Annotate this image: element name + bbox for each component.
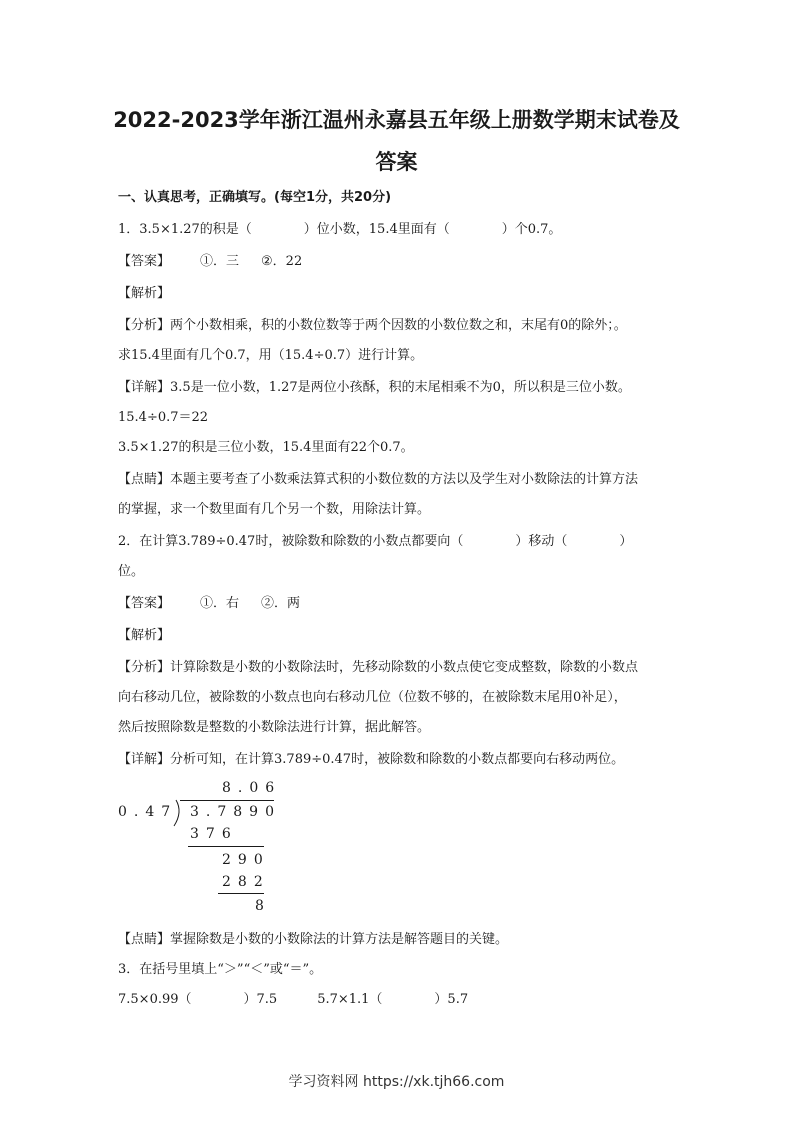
division-line-2 [218,893,264,894]
question-1-dianjing-2: 的掌握，求一个数里面有几个另一个数，用除法计算。 [118,502,431,517]
answer-2: ②．两 [261,596,301,611]
document-title-line-2: 答案 [375,150,418,174]
division-dividend: 3.7890 [190,804,281,820]
question-2-fenxi-3: 然后按照除数是整数的小数除法进行计算，据此解答。 [118,720,431,735]
division-step-2: 290 [222,852,270,868]
question-2-fenxi-2: 向右移动几位，被除数的小数点也向右移动几位（位数不够的，在被除数末尾用0补足）， [118,690,627,705]
fenxi-label: 【分析】 [118,660,171,675]
answer-label: 【答案】 [118,596,171,611]
dianjing-text: 本题主要考查了小数乘法算式积的小数位数的方法以及学生对小数除法的计算方法 [170,472,639,487]
document-title-line-1: 2022-2023学年浙江温州永嘉县五年级上册数学期末试卷及 [113,108,680,132]
answer-label: 【答案】 [118,254,171,269]
question-1-xiangjie-3: 3.5×1.27的积是三位小数，15.4里面有22个0.7。 [118,440,414,455]
division-divisor: 0.47 [118,804,178,820]
question-1-analysis-label: 【解析】 [118,286,171,301]
question-2-dianjing-1 [118,928,508,947]
question-3-item-1: 7.5×0.99（ ）7.5 [118,992,278,1007]
xiangjie-text: 3.5是一位小数，1.27是两位小孩酥，积的末尾相乘不为0，所以积是三位小数。 [170,380,631,395]
division-step-1: 376 [190,826,238,842]
section-heading: 一、认真思考，正确填写。(每空1分，共20分) [118,190,392,205]
xiangjie-label: 【详解】 [118,380,171,395]
question-2-answer [118,592,300,611]
division-quotient: 8.06 [222,780,282,796]
xiangjie-text: 分析可知，在计算3.789÷0.47时，被除数和除数的小数点都要向右移动两位。 [170,752,625,767]
division-remainder: 8 [255,898,271,914]
answer-1: ①．右 [200,596,240,611]
answer-1: ①．三 [200,254,240,269]
question-1-dianjing-1 [118,468,638,487]
division-bar [180,800,274,801]
question-2-fenxi-1 [118,656,638,675]
question-3-text: 3．在括号里填上“＞”“＜”或“＝”。 [118,962,323,977]
question-3-items [118,988,468,1007]
question-1-xiangjie-1 [118,376,631,395]
question-1-fenxi-1 [118,314,627,333]
fenxi-text: 两个小数相乘，积的小数位数等于两个因数的小数位数之和，末尾有0的除外；。 [170,318,627,333]
fenxi-label: 【分析】 [118,318,171,333]
answer-2: ②．22 [261,254,303,269]
division-bracket [170,798,184,828]
question-2-analysis-label: 【解析】 [118,628,171,643]
question-1-answer [118,250,302,269]
xiangjie-label: 【详解】 [118,752,171,767]
division-step-3: 282 [222,874,270,890]
dianjing-text: 掌握除数是小数的小数除法的计算方法是解答题目的关键。 [170,932,509,947]
question-1-text: 1．3.5×1.27的积是（ ）位小数，15.4里面有（ ）个0.7。 [118,222,562,237]
question-1-xiangjie-2: 15.4÷0.7＝22 [118,410,209,425]
question-2-text-2: 位。 [118,564,145,579]
page-footer-watermark: 学习资料网 https://xk.tjh66.com [288,1074,505,1090]
question-2-xiangjie-1 [118,748,624,767]
question-1-fenxi-2: 求15.4里面有几个0.7，用（15.4÷0.7）进行计算。 [118,348,424,363]
dianjing-label: 【点睛】 [118,932,171,947]
fenxi-text: 计算除数是小数的小数除法时，先移动除数的小数点使它变成整数，除数的小数点 [170,660,639,675]
division-line-1 [188,846,264,847]
dianjing-label: 【点睛】 [118,472,171,487]
long-division [118,778,282,918]
question-2-text-1: 2．在计算3.789÷0.47时，被除数和除数的小数点都要向（ ）移动（ ） [118,534,633,549]
question-3-item-2: 5.7×1.1（ ）5.7 [317,992,469,1007]
